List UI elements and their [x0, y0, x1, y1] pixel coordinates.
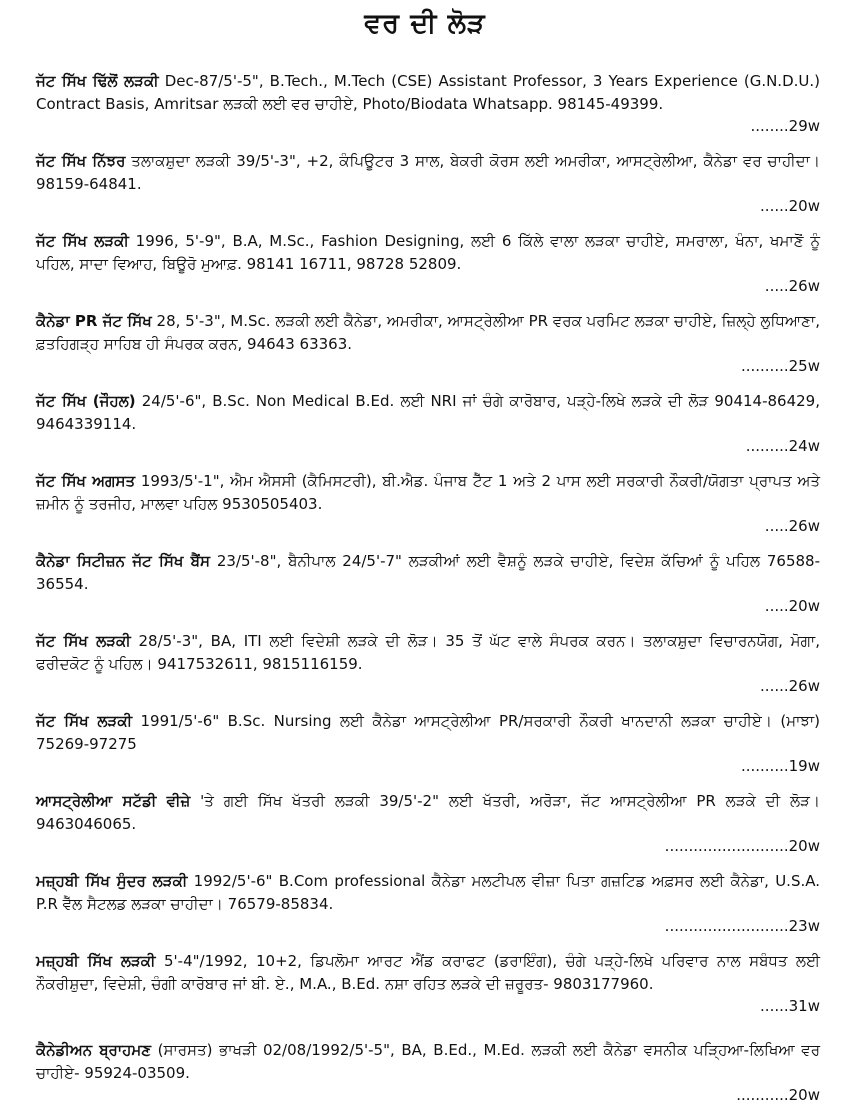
ad-heading: ਜੱਟ ਸਿੱਖ ਢਿੱਲੋਂ ਲੜਕੀ [36, 72, 159, 90]
ad-code: .........24w [745, 437, 820, 455]
ad-heading: ਜੱਟ ਸਿੱਖ ਲੜਕੀ [36, 712, 133, 730]
matrimonial-ad [36, 310, 820, 377]
ad-text: ਤਲਾਕਸ਼ੁਦਾ ਲੜਕੀ 39/5'-3", +2, ਕੰਪਿਊਟਰ 3 ਸਾਲ, ਬੇਕਰੀ ਕੋਰਸ ਲਈ ਅਮਰੀਕਾ, ਆਸਟ੍ਰੇਲੀਆ, ਕੈਨੇਡਾ ਵਰ ਚਾਹੀਦਾ। 98159-64841. [36, 152, 821, 193]
ad-code: .....20w [764, 597, 820, 615]
ad-code: ..........19w [740, 757, 820, 775]
ad-text: Dec-87/5'-5", B.Tech., M.Tech (CSE) Assistant Professor, 3 Years Experience (G.N.D.U.) Contract Basis, Amritsar ਲੜਕੀ ਲਈ ਵਰ ਚਾਹੀਏ, Photo/Biodata Whatsapp. 98145-49399. [36, 72, 820, 113]
ad-code: ...........20w [736, 1086, 820, 1104]
ad-code: ......26w [760, 677, 820, 695]
ad-text: 1996, 5'-9", B.A, M.Sc., Fashion Designing, ਲਈ 6 ਕਿੱਲੇ ਵਾਲਾ ਲੜਕਾ ਚਾਹੀਏ, ਸਮਰਾਲਾ, ਖੰਨਾ, ਖਮਾਣੋਂ ਨੂੰ ਪਹਿਲ, ਸਾਦਾ ਵਿਆਹ, ਬਿਊਰੋ ਮੁਆਫ਼. 98141 16711, 98728 52809. [36, 232, 820, 273]
ad-code: ..........................23w [664, 917, 820, 935]
ad-heading: ਕੈਨੇਡਾ PR ਜੱਟ ਸਿੱਖ [36, 312, 152, 330]
matrimonial-ad [36, 870, 820, 937]
matrimonial-ad [36, 710, 820, 777]
matrimonial-ad [36, 790, 820, 857]
ad-code: ..........25w [740, 357, 820, 375]
ad-heading: ਜੱਟ ਸਿੱਖ ਨਿੱਝਰ [36, 152, 126, 170]
page-title: ਵਰ ਦੀ ਲੋੜ [364, 8, 486, 39]
ad-heading: ਮਜ਼੍ਹਬੀ ਸਿੱਖ ਸੁੰਦਰ ਲੜਕੀ [36, 872, 188, 890]
ad-heading: ਮਜ਼੍ਹਬੀ ਸਿੱਖ ਲੜਕੀ [36, 952, 156, 970]
matrimonial-ad [36, 950, 820, 1017]
matrimonial-ad [36, 70, 820, 137]
ad-code: ........29w [750, 117, 820, 135]
ad-text: 5'-4"/1992, 10+2, ਡਿਪਲੋਮਾ ਆਰਟ ਐਂਡ ਕਰਾਫਟ (ਡਰਾਇੰਗ), ਚੰਗੇ ਪੜ੍ਹੇ-ਲਿਖੇ ਪਰਿਵਾਰ ਨਾਲ ਸਬੰਧਤ ਲਈ ਨੌਕਰੀਸ਼ੁਦਾ, ਵਿਦੇਸ਼ੀ, ਚੰਗੀ ਕਾਰੋਬਾਰ ਜਾਂ ਬੀ. ਏ., M.A., B.Ed. ਨਸ਼ਾ ਰਹਿਤ ਲੜਕੇ ਦੀ ਜ਼ਰੂਰਤ- 9803177960. [36, 952, 820, 993]
ad-code: ..........................20w [664, 837, 820, 855]
ad-text: 24/5'-6", B.Sc. Non Medical B.Ed. ਲਈ NRI ਜਾਂ ਚੰਗੇ ਕਾਰੋਬਾਰ, ਪੜ੍ਹੇ-ਲਿਖੇ ਲੜਕੇ ਦੀ ਲੋੜ 90414-86429, 9464339114. [36, 392, 820, 433]
matrimonial-ad [36, 470, 820, 537]
matrimonial-ad [36, 150, 820, 217]
ad-code: ......20w [760, 197, 820, 215]
ad-heading: ਜੱਟ ਸਿੱਖ ਲੜਕੀ [36, 632, 131, 650]
ad-heading: ਜੱਟ ਸਿੱਖ ਅਗਸਤ [36, 472, 136, 490]
ad-text: 28/5'-3", BA, ITI ਲਈ ਵਿਦੇਸ਼ੀ ਲੜਕੇ ਦੀ ਲੋੜ। 35 ਤੋਂ ਘੱਟ ਵਾਲੇ ਸੰਪਰਕ ਕਰਨ। ਤਲਾਕਸ਼ੁਦਾ ਵਿਚਾਰਨਯੋਗ, ਮੋਗਾ, ਫਰੀਦਕੋਟ ਨੂੰ ਪਹਿਲ। 9417532611, 9815116159. [36, 632, 820, 673]
ad-heading: ਕੈਨੇਡੀਅਨ ਬ੍ਰਾਹਮਣ [36, 1041, 151, 1059]
ad-heading: ਆਸਟ੍ਰੇਲੀਆ ਸਟੱਡੀ ਵੀਜ਼ੇ [36, 792, 191, 810]
ad-heading: ਕੈਨੇਡਾ ਸਿਟੀਜ਼ਨ ਜੱਟ ਸਿੱਖ ਬੈਂਸ [36, 552, 210, 570]
ad-text: 23/5'-8", ਬੈਨੀਪਾਲ 24/5'-7" ਲੜਕੀਆਂ ਲਈ ਵੈਸ਼ਨੂੰ ਲੜਕੇ ਚਾਹੀਏ, ਵਿਦੇਸ਼ ਕੱਚਿਆਂ ਨੂੰ ਪਹਿਲ 76588-36554. [36, 552, 820, 593]
ad-heading: ਜੱਟ ਸਿੱਖ ਲੜਕੀ [36, 232, 129, 250]
ad-text: 1991/5'-6" B.Sc. Nursing ਲਈ ਕੈਨੇਡਾ ਆਸਟ੍ਰੇਲੀਆ PR/ਸਰਕਾਰੀ ਨੌਕਰੀ ਖਾਨਦਾਨੀ ਲੜਕਾ ਚਾਹੀਏ। (ਮਾਝਾ) 75269-97275 [36, 712, 820, 753]
ad-text: (ਸਾਰਸਤ) ਭਾਖੜੀ 02/08/1992/5'-5", BA, B.Ed., M.Ed. ਲੜਕੀ ਲਈ ਕੈਨੇਡਾ ਵਸਨੀਕ ਪੜ੍ਹਿਆ-ਲਿਖਿਆ ਵਰ ਚਾਹੀਏ- 95924-03509. [36, 1041, 820, 1082]
classified-ads-list [36, 70, 820, 1106]
ad-text: 1993/5'-1", ਐਮ ਐਸਸੀ (ਕੈਮਿਸਟਰੀ), ਬੀ.ਐਡ. ਪੰਜਾਬ ਟੈੱਟ 1 ਅਤੇ 2 ਪਾਸ ਲਈ ਸਰਕਾਰੀ ਨੌਕਰੀ/ਯੋਗਤਾ ਪ੍ਰਾਪਤ ਅਤੇ ਜ਼ਮੀਨ ਨੂੰ ਤਰਜੀਹ, ਮਾਲਵਾ ਪਹਿਲ 9530505403. [36, 472, 820, 513]
matrimonial-ad [36, 630, 820, 697]
ad-text: 'ਤੇ ਗਈ ਸਿੱਖ ਖੱਤਰੀ ਲੜਕੀ 39/5'-2" ਲਈ ਖੱਤਰੀ, ਅਰੋੜਾ, ਜੱਟ ਆਸਟ੍ਰੇਲੀਆ PR ਲੜਕੇ ਦੀ ਲੋੜ। 9463046065. [36, 792, 820, 833]
matrimonial-ad [36, 230, 820, 297]
ad-text: 1992/5'-6" B.Com professional ਕੈਨੇਡਾ ਮਲਟੀਪਲ ਵੀਜ਼ਾ ਪਿਤਾ ਗਜ਼ਟਿਡ ਅਫ਼ਸਰ ਲਈ ਕੈਨੇਡਾ, U.S.A. P.R ਵੈੱਲ ਸੈਟਲਡ ਲੜਕਾ ਚਾਹੀਦਾ। 76579-85834. [36, 872, 820, 913]
matrimonial-ad [36, 390, 820, 457]
ad-code: ......31w [760, 997, 820, 1015]
matrimonial-ad [36, 1039, 820, 1106]
ad-code: .....26w [764, 277, 820, 295]
ad-text: 28, 5'-3", M.Sc. ਲੜਕੀ ਲਈ ਕੈਨੇਡਾ, ਅਮਰੀਕਾ, ਆਸਟ੍ਰੇਲੀਆ PR ਵਰਕ ਪਰਮਿਟ ਲੜਕਾ ਚਾਹੀਏ, ਜ਼ਿਲ੍ਹੇ ਲੁਧਿਆਣਾ, ਫ਼ਤਹਿਗੜ੍ਹ ਸਾਹਿਬ ਹੀ ਸੰਪਰਕ ਕਰਨ, 94643 63363. [36, 312, 820, 353]
matrimonial-ad [36, 550, 820, 617]
ad-heading: ਜੱਟ ਸਿੱਖ (ਜੌਹਲ) [36, 392, 136, 410]
ad-code: .....26w [764, 517, 820, 535]
